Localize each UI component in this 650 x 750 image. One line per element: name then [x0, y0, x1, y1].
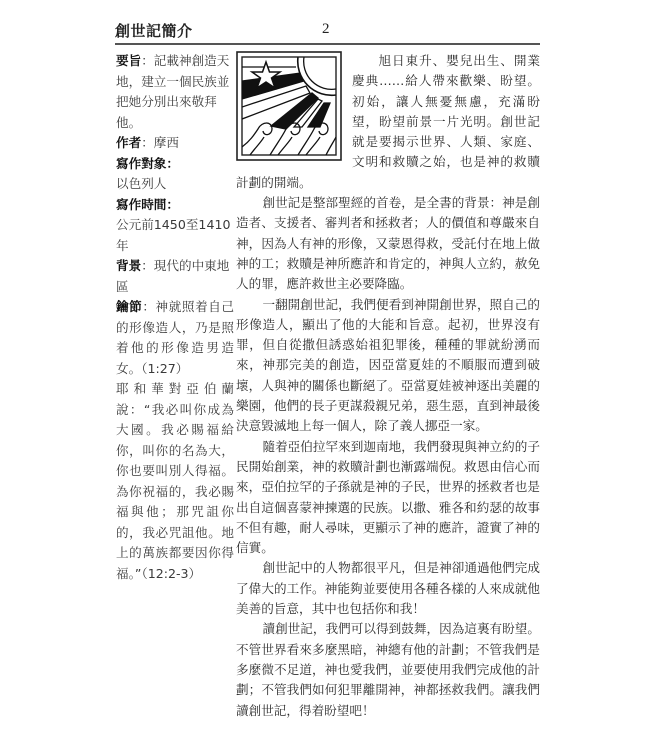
sidebar-facts — [116, 51, 234, 584]
theme-label: 要旨 — [116, 53, 142, 68]
date-text: 公元前1450至1410年 — [116, 217, 231, 253]
key-verse-text-2: 耶和華對亞伯蘭說：“我必叫你成為大國。我必賜福給你，叫你的名為大，你也要叫別人得福。為你祝福的，我必賜福與他；那咒詛你的，我必咒詛他。地上的萬族都要因你得福。”（12:2-3） — [116, 381, 234, 581]
audience-label: 寫作對象： — [116, 155, 179, 171]
author-text: ：摩西 — [141, 135, 179, 150]
key-verse-text-1: ：神就照着自己的形像造人，乃是照着他的形像造男造女。（1:27） — [116, 299, 235, 376]
setting-label: 背景 — [116, 258, 142, 273]
page-number: 2 — [322, 21, 330, 37]
audience-text: 以色列人 — [116, 176, 167, 191]
theme-entry — [116, 51, 234, 133]
paragraph-6: 讀創世記，我們可以得到鼓舞，因為這裏有盼望。不管世界看來多麼黑暗，神總有他的計劃；不管我們是多麼微不足道，神也愛我們，並要使用我們完成他的計劃；不管我們如何犯罪離開神，神都拯救我們。讓我們讀創世記，得着盼望吧！ — [236, 621, 540, 718]
paragraph-2: 創世記是整部聖經的首卷，是全書的背景：神是創造者、支援者、審判者和拯救者；人的價值和尊嚴來自神，因為人有神的形像，又蒙恩得救，受託付在地上做神的工；救贖是神所應許和肯定的，神與人立約，赦免人的罪，應許救世主必要降臨。 — [236, 195, 540, 292]
header-title: 創世記簡介 — [115, 22, 193, 40]
running-header — [115, 20, 540, 42]
paragraph-1: 旭日東升、嬰兒出生、開業慶典……給人帶來歡樂、盼望。初始，讓人無憂無慮，充滿盼望，盼望前景一片光明。創世記就是要揭示世界、人類、家庭、文明和救贖之始，也是神的救贖計劃的開端。 — [236, 53, 540, 190]
author-label: 作者 — [116, 135, 142, 150]
theme-text: ：記載神創造天地，建立一個民族並把她分別出來敬拜他。 — [116, 53, 230, 130]
paragraph-5: 創世記中的人物都很平凡，但是神卻通過他們完成了偉大的工作。神能夠並要使用各種各樣的人來成就他美善的旨意，其中也包括你和我！ — [236, 560, 540, 617]
header-rule — [115, 43, 540, 45]
paragraph-3: 一翻開創世記，我們便看到神開創世界，照自己的形像造人，顯出了他的大能和旨意。起初，世界沒有罪，但自從撒但誘惑始祖犯罪後，種種的罪就紛湧而來，神那完美的創造，因亞當夏娃的不順服而遭到破壞，人與神的關係也斷絕了。亞當夏娃被神逐出美麗的樂園，他們的長子更謀殺親兄弟，惡生惡，直到神最後決意毀滅地上每一個人，除了義人挪亞一家。 — [236, 296, 540, 434]
paragraph-4: 隨着亞伯拉罕來到迦南地，我們發現與神立約的子民開始創業，神的救贖計劃也漸露端倪。救恩由信心而來，亞伯拉罕的子孫就是神的子民，世界的拯救者也是出自這個喜蒙神揀選的民族。以撒、雅各和約瑟的故事不但有趣，耐人尋味，更顯示了神的應許，證實了神的信實。 — [236, 438, 540, 556]
setting-text: ：現代的中東地區 — [116, 258, 230, 294]
key-verse-entry — [116, 297, 234, 379]
author-entry — [116, 133, 234, 154]
date-label: 寫作時間： — [116, 196, 179, 212]
key-verse-label: 鑰節 — [116, 299, 143, 314]
setting-entry — [116, 256, 234, 297]
sunrise-star-waves-icon — [236, 51, 342, 161]
main-text — [236, 51, 540, 721]
